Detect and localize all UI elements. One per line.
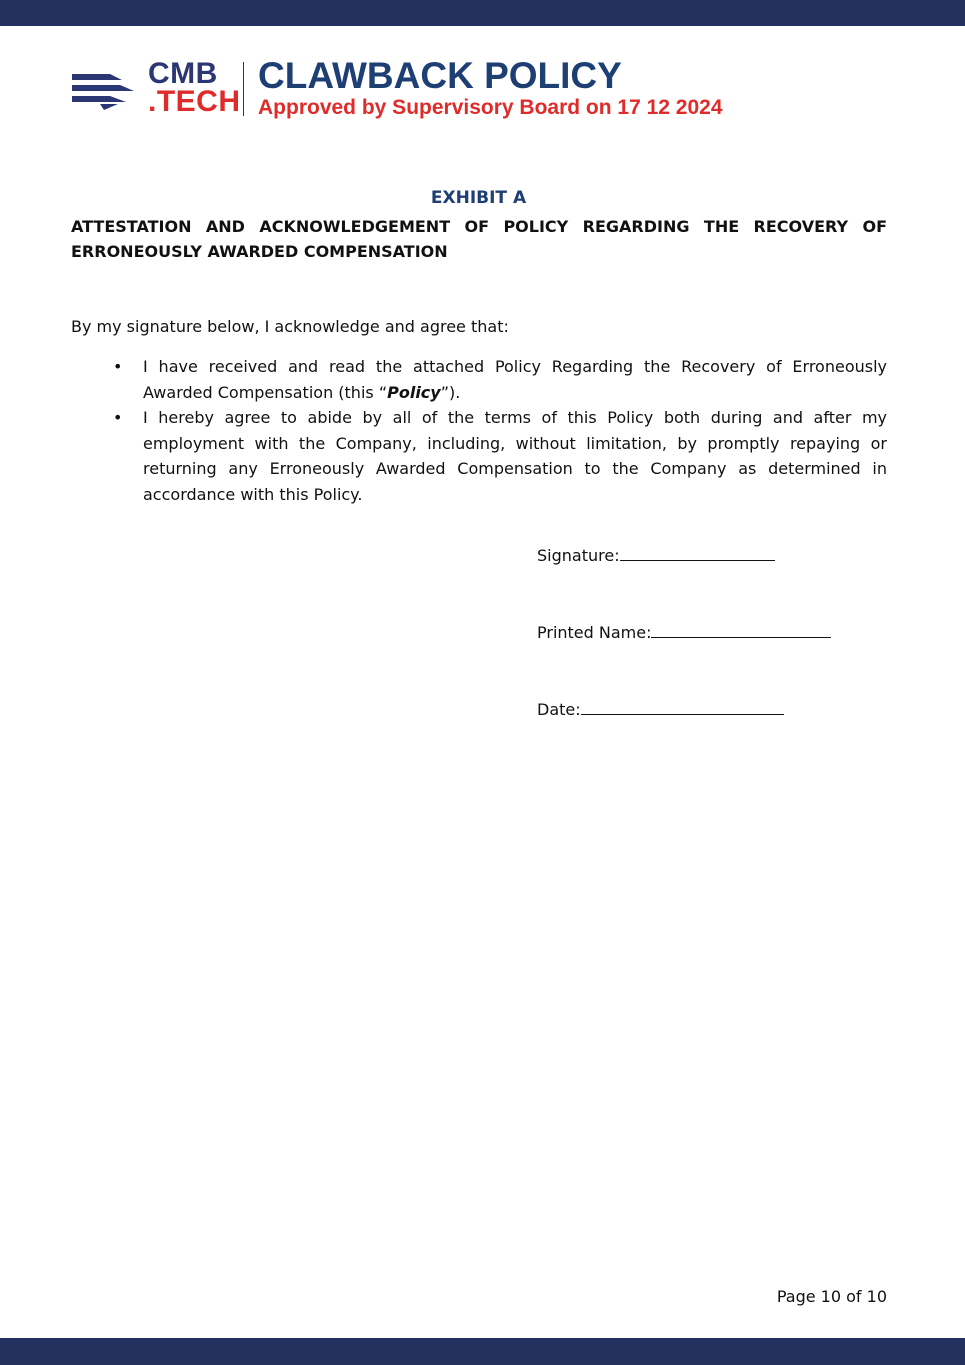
cmb-tech-logo	[70, 57, 245, 120]
signature-line[interactable]	[620, 546, 775, 561]
bullet-marker: •	[113, 408, 123, 427]
approval-subtitle: Approved by Supervisory Board on 17 12 2024	[258, 96, 723, 119]
date-label: Date:	[537, 700, 581, 719]
acknowledgement-list	[71, 354, 887, 507]
bullet-text-2: I hereby agree to abide by all of the terms of this Policy both during and after my employment with the Company, including, without limitation, by promptly repaying or returning any Erroneously Awarded Compensation to the Company as determined in accordance with this Policy.	[143, 408, 887, 504]
bottom-band	[0, 1338, 965, 1365]
exhibit-label: EXHIBIT A	[430, 188, 527, 208]
signature-label: Signature:	[537, 546, 620, 565]
page-number: Page 10 of 10	[776, 1287, 887, 1306]
date-line[interactable]	[581, 700, 784, 715]
logo-text-tech: .TECH	[148, 85, 241, 118]
printed-name-line[interactable]	[651, 623, 831, 638]
list-item	[71, 354, 887, 405]
intro-text: By my signature below, I acknowledge and agree that:	[71, 317, 509, 336]
logo-text-cmb: CMB	[148, 57, 218, 90]
logo-wordmark	[148, 57, 241, 118]
date-row	[537, 700, 784, 719]
document-title: CLAWBACK POLICY	[258, 55, 622, 96]
bullet-text-1a: I have received and read the attached Policy Regarding the Recovery of Erroneously Awarded Compensation (this “	[143, 357, 887, 402]
logo-waves-icon	[70, 70, 138, 110]
bullet-text-1b: ”).	[440, 382, 461, 402]
bullet-marker: •	[113, 357, 123, 376]
printed-name-label: Printed Name:	[537, 623, 652, 642]
top-band	[0, 0, 965, 26]
printed-name-row	[537, 623, 831, 642]
list-item	[71, 405, 887, 507]
signature-row	[537, 546, 775, 565]
policy-term: Policy	[387, 382, 441, 402]
exhibit-heading: ATTESTATION AND ACKNOWLEDGEMENT OF POLICY REGARDING THE RECOVERY OF ERRONEOUSLY AWARDED COMPENSATION	[71, 217, 887, 261]
header-divider	[243, 62, 244, 116]
